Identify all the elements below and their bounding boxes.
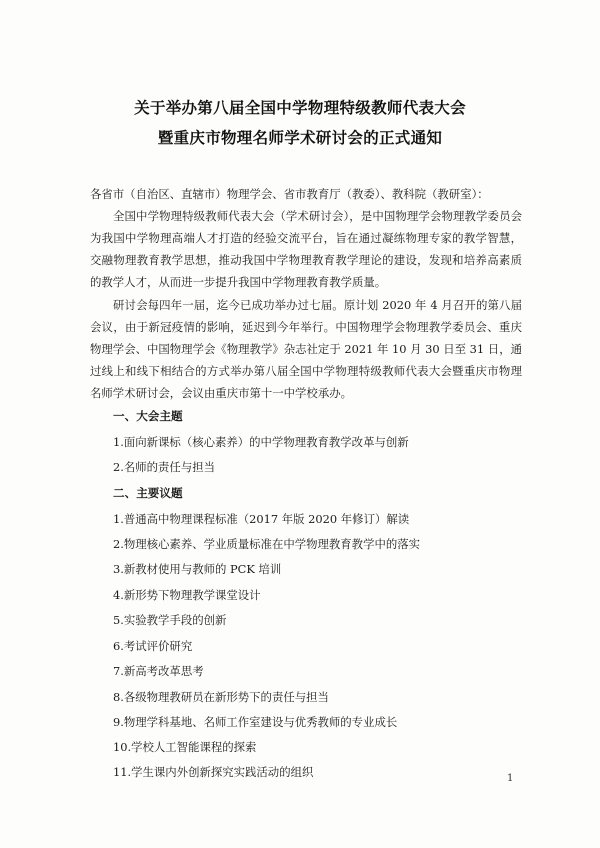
topic-item: 4.新形势下物理教学课堂设计: [113, 588, 261, 602]
topic-item: 1.普通高中物理课程标准（2017 年版 2020 年修订）解读: [113, 512, 410, 526]
topic-item: 2.物理核心素养、学业质量标准在中学物理教育教学中的落实: [113, 537, 421, 551]
document-title-line-2: 暨重庆市物理名师学术研讨会的正式通知: [157, 129, 443, 147]
document-title-line-1: 关于举办第八届全国中学物理特级教师代表大会: [134, 99, 466, 117]
topic-item: 9.物理学科基地、名师工作室建设与优秀教师的专业成长: [113, 715, 398, 729]
topic-item: 8.各级物理教研员在新形势下的责任与担当: [113, 690, 329, 704]
section-heading-topics: 二、主要议题: [113, 486, 183, 500]
topic-item: 6.考试评价研究: [113, 639, 193, 653]
topic-item: 10.学校人工智能课程的探索: [113, 740, 257, 754]
paragraph-intro: 全国中学物理特级教师代表大会（学术研讨会），是中国物理学会物理教学委员会为我国中学物理高端人才打造的经验交流平台，旨在通过凝练物理专家的教学智慧，交融物理教育教学思想，推动我国中学物理教育教学理论的建设，发现和培养高素质的教学人才，从而进一步提升我国中学物理教育教学质量。: [90, 209, 522, 289]
paragraph-history: 研讨会每四年一届，迄今已成功举办过七届。原计划 2020 年 4 月召开的第八届会议，由于新冠疫情的影响，延迟到今年举行。中国物理学会物理教学委员会、重庆物理学会、中国物理学会《物理教学》杂志社定于 2021 年 10 月 30 日至 31 日，通过线上和线下相结合的方式举办第八届全国中学物理特级教师代表大会暨重庆市物理名师学术研讨会，会议由重庆市第十一中学校承办。: [90, 298, 522, 400]
theme-item: 2.名师的责任与担当: [113, 460, 215, 474]
topic-item: 5.实验教学手段的创新: [113, 613, 227, 627]
page-number: 1: [507, 773, 514, 784]
addressee: 各省市（自治区、直辖市）物理学会、省市教育厅（教委）、教科院（教研室）：: [90, 187, 489, 201]
topic-item: 3.新教材使用与教师的 PCK 培训: [113, 562, 282, 576]
topic-item: 11.学生课内外创新探究实践活动的组织: [113, 765, 314, 779]
section-heading-theme: 一、大会主题: [113, 409, 183, 423]
topic-item: 7.新高考改革思考: [113, 664, 204, 678]
theme-item: 1.面向新课标（核心素养）的中学物理教育教学改革与创新: [113, 435, 409, 449]
